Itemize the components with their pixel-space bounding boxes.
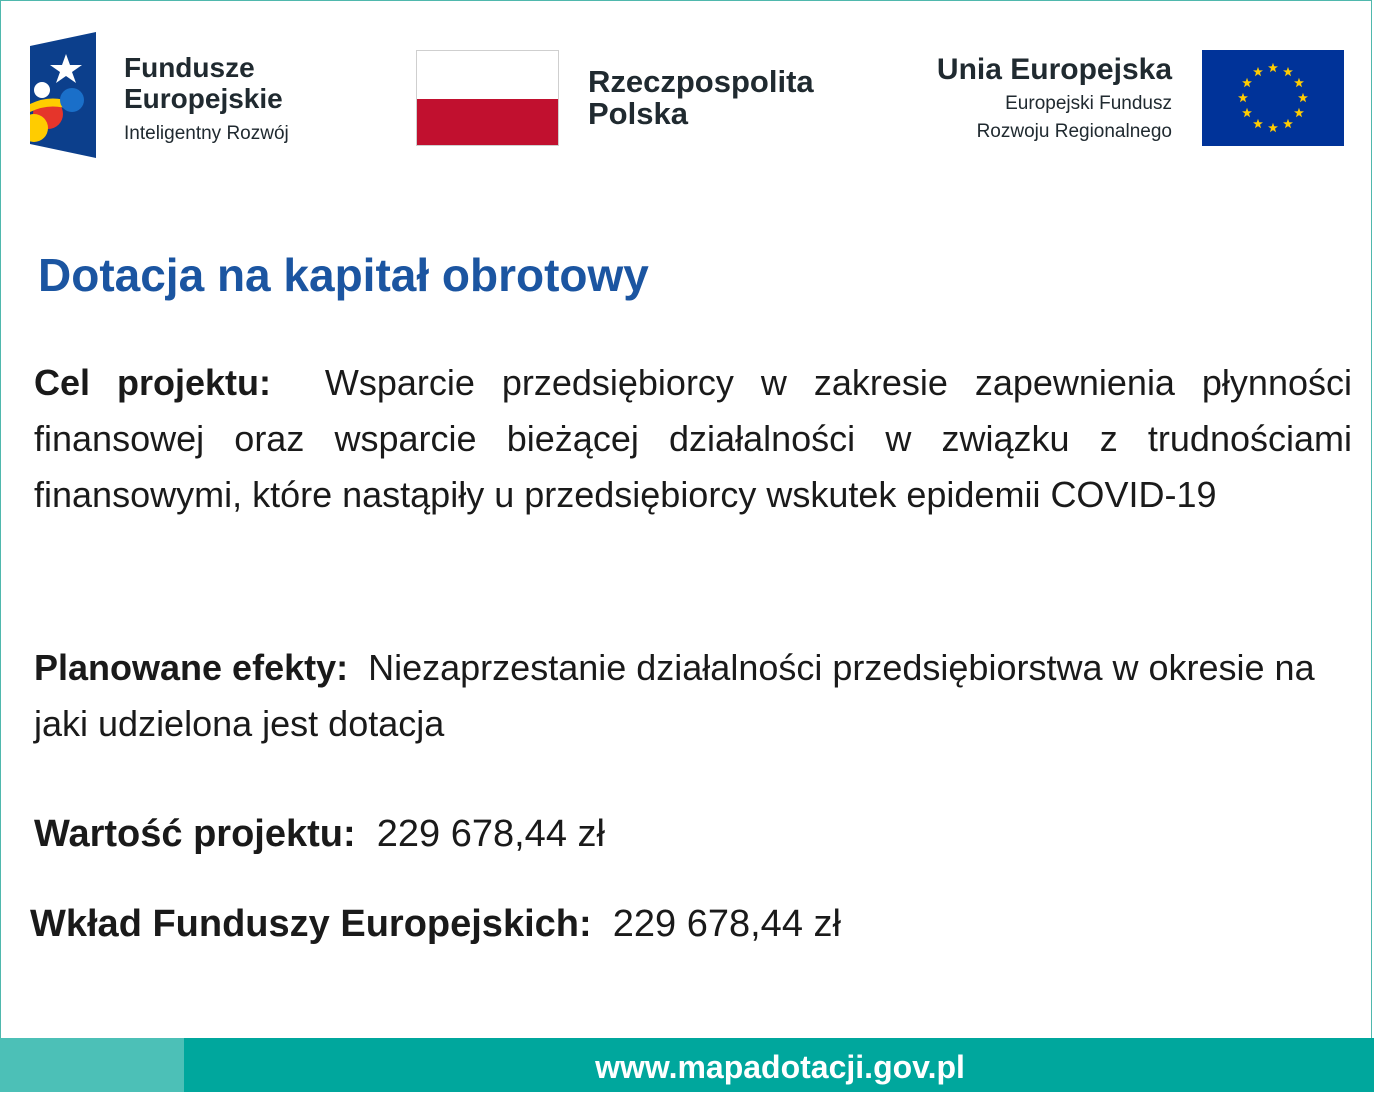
project-value-amount: 229 678,44 zł — [376, 813, 605, 855]
project-goal-label: Cel projektu: — [34, 362, 271, 403]
eu-contribution — [30, 896, 841, 952]
planned-effects — [34, 640, 1352, 752]
eu-flag-icon — [1202, 50, 1344, 146]
polska-line1: Rzeczpospolita — [588, 64, 814, 99]
polska-line2: Polska — [588, 96, 688, 131]
planned-effects-label: Planowane efekty: — [34, 647, 349, 688]
eu-star-icon — [1294, 108, 1304, 117]
page-title: Dotacja na kapitał obrotowy — [38, 249, 649, 301]
unia-europejska-logo — [900, 50, 1344, 148]
rzeczpospolita-polska-logo — [416, 50, 856, 148]
eu-contribution-label: Wkład Funduszy Europejskich: — [30, 903, 592, 945]
eu-star-icon — [1242, 108, 1252, 117]
eu-star-icon — [1268, 63, 1278, 72]
project-goal — [34, 355, 1352, 523]
polish-flag-icon — [416, 50, 559, 146]
eu-contribution-amount: 229 678,44 zł — [612, 903, 841, 945]
fundusze-europejskie-logo — [30, 32, 340, 160]
unia-line1: Europejski Fundusz — [1005, 93, 1172, 114]
project-value-label: Wartość projektu: — [34, 813, 356, 855]
project-value — [34, 806, 605, 862]
eu-star-icon — [1268, 123, 1278, 132]
fundusze-title-line2: Europejskie — [124, 83, 283, 114]
eu-star-icon — [1238, 93, 1248, 102]
fundusze-star-mark-icon — [30, 32, 96, 158]
planned-effects-text: Niezaprzestanie działalności przedsiębiorstwa w okresie na jaki udzielona jest dotacja — [34, 647, 1315, 744]
eu-star-icon — [1298, 93, 1308, 102]
unia-line2: Rozwoju Regionalnego — [976, 121, 1172, 142]
unia-title: Unia Europejska — [936, 53, 1172, 86]
eu-star-icon — [1283, 67, 1293, 76]
eu-star-icon — [1242, 78, 1252, 87]
eu-star-icon — [1253, 67, 1263, 76]
fundusze-title-line1: Fundusze — [124, 52, 255, 83]
project-goal-text: Wsparcie przedsiębiorcy w zakresie zapewnienia płynności finansowej oraz wsparcie bieżącej działalności w związku z trudnościami finansowymi, które nastąpiły u przedsiębiorcy wskutek epidemii COVID-19 — [34, 362, 1352, 515]
eu-star-icon — [1294, 78, 1304, 87]
footer-website-link[interactable]: www.mapadotacji.gov.pl — [595, 1049, 965, 1085]
footer-bar — [0, 1038, 1374, 1092]
eu-star-icon — [1283, 119, 1293, 128]
footer-left-band — [0, 1038, 184, 1092]
fundusze-subtitle: Inteligentny Rozwój — [124, 123, 289, 144]
eu-star-icon — [1253, 119, 1263, 128]
